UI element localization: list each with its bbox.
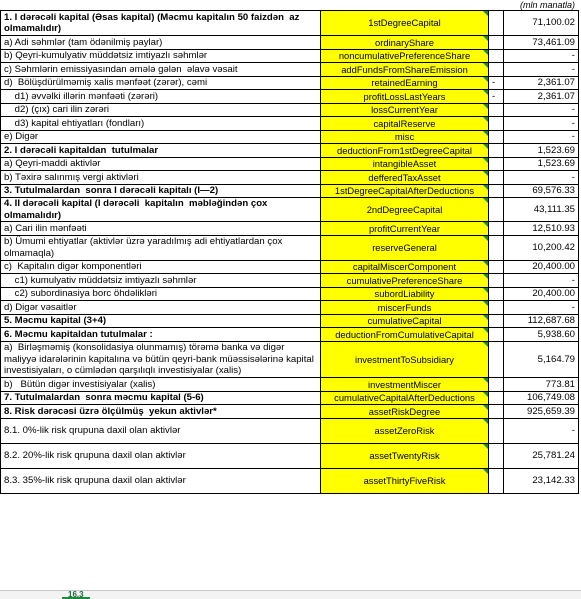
table-row [1,117,579,131]
row-code-cell[interactable] [321,314,489,328]
row-code-cell[interactable] [321,287,489,301]
row-sign-cell[interactable] [489,130,504,144]
row-value-cell[interactable]: 106,749.08 [504,391,579,405]
row-sign-cell[interactable] [489,405,504,419]
row-value-cell[interactable]: 20,400.00 [504,287,579,301]
row-code-cell[interactable] [321,63,489,77]
row-label-cell[interactable]: a) Qeyri-maddi aktivlər [1,157,321,171]
row-code-cell[interactable] [321,341,489,378]
row-value-cell[interactable]: - [504,63,579,77]
cell-comment-marker-icon [483,185,488,190]
table-row [1,328,579,342]
row-code-cell[interactable] [321,235,489,260]
unit-label: (mln manatla) [519,0,575,10]
row-code-text: reserveGeneral [372,241,437,253]
row-code-text: investmentMiscer [368,378,441,390]
row-code-cell[interactable] [321,171,489,185]
row-value-cell[interactable]: - [504,130,579,144]
table-row [1,63,579,77]
table-row [1,49,579,63]
row-value-cell[interactable]: 925,659.39 [504,405,579,419]
row-code-text: miscerFunds [377,301,432,313]
row-label-cell[interactable]: d) Digər vəsaitlər [1,301,321,315]
cell-comment-marker-icon [483,405,488,410]
row-sign-cell[interactable] [489,301,504,315]
cell-comment-marker-icon [483,444,488,449]
row-code-text: deductionFromCumulativeCapital [335,328,474,340]
row-sign-cell[interactable] [489,443,504,468]
row-value-cell[interactable]: 69,576.33 [504,184,579,198]
row-sign-cell[interactable] [489,235,504,260]
row-label-cell[interactable]: b) Təxirə salınmış vergi aktivləri [1,171,321,185]
row-code-text: profitCurrentYear [368,222,441,234]
row-code-text: misc [394,131,415,142]
table-row [1,103,579,117]
row-code-text: assetZeroRisk [374,424,435,436]
row-code-text: 2ndDegreeCapital [366,203,443,215]
table-row [1,260,579,274]
row-sign-cell[interactable] [489,341,504,378]
row-code-text: defferedTaxAsset [368,171,441,183]
row-code-text: cumulativePreferenceShare [346,274,463,286]
row-label-cell[interactable]: a) Birləşməmiş (konsolidasiya olunmamış) törəmə banka və digər maliyyə idarələrinin kapitalına və bütün qeyri-bank müəssisələrinə kapital investisiyaları, o cümlədən qarşılıqlı investisiyalar (xalis) [1,341,321,378]
row-sign-cell[interactable] [489,378,504,392]
row-label-cell[interactable]: a) Cari ilin mənfəəti [1,222,321,236]
row-code-text: deductionFrom1stDegreeCapital [337,144,472,156]
cell-comment-marker-icon [483,63,488,68]
row-sign-cell[interactable]: - [489,90,504,104]
row-label-cell[interactable]: 4. II dərəcəli kapital (I dərəcəli kapitalın məbləğindən çox olmamalıdır) [1,198,321,222]
row-label-cell[interactable]: c) Səhmlərin emissiyasından əmələ gələn əlavə vəsait [1,63,321,77]
row-code-text: intangibleAsset [372,158,437,169]
row-label-cell[interactable]: c) Kapitalın digər komponentləri [1,260,321,274]
cell-comment-marker-icon [483,315,488,320]
table-row [1,287,579,301]
table-row [1,391,579,405]
row-code-cell[interactable] [321,418,489,443]
cell-comment-marker-icon [483,77,488,82]
row-value-cell[interactable]: 73,461.09 [504,36,579,50]
row-code-text: retainedEarning [371,77,438,88]
row-label-cell[interactable]: 8.3. 35%-lik risk qrupuna daxil olan aktivlər [1,468,321,493]
row-code-cell[interactable] [321,260,489,274]
row-sign-cell[interactable] [489,36,504,50]
table-row [1,36,579,50]
row-code-cell[interactable] [321,198,489,222]
row-code-text: assetTwentyRisk [369,449,440,461]
row-sign-cell[interactable]: - [489,76,504,90]
row-sign-cell[interactable] [489,260,504,274]
row-value-cell[interactable]: 5,938.60 [504,328,579,342]
row-value-cell[interactable]: 20,400.00 [504,260,579,274]
row-sign-cell[interactable] [489,184,504,198]
cell-comment-marker-icon [483,36,488,41]
cell-comment-marker-icon [483,342,488,347]
row-label-cell[interactable]: d) Bölüşdürülməmiş xalis mənfəət (zərər), cəmi [1,76,321,90]
cell-comment-marker-icon [483,11,488,16]
cell-comment-marker-icon [483,392,488,397]
table-row [1,405,579,419]
row-value-cell[interactable]: 2,361.07 [504,90,579,104]
row-code-text: noncumulativePreferenceShare [338,50,471,61]
capital-table [0,10,579,494]
row-sign-cell[interactable] [489,468,504,493]
row-code-cell[interactable] [321,184,489,198]
row-value-cell[interactable]: 71,100.02 [504,11,579,36]
row-sign-cell[interactable] [489,222,504,236]
row-label-cell[interactable]: a) Adi səhmlər (tam ödənilmiş paylar) [1,36,321,50]
table-row [1,378,579,392]
table-row [1,184,579,198]
row-sign-cell[interactable] [489,117,504,131]
table-row [1,222,579,236]
row-code-cell[interactable] [321,391,489,405]
cell-comment-marker-icon [483,288,488,293]
row-code-cell[interactable] [321,405,489,419]
row-code-cell[interactable] [321,443,489,468]
row-label-cell[interactable]: 3. Tutulmalardan sonra I dərəcəli kapitalı (I—2) [1,184,321,198]
row-code-text: lossCurrentYear [371,104,438,115]
table-row [1,235,579,260]
row-label-cell[interactable]: d3) kapital ehtiyatları (fondları) [1,117,321,131]
row-sign-cell[interactable] [489,328,504,342]
row-code-cell[interactable] [321,144,489,158]
row-label-cell[interactable]: e) Digər [1,130,321,144]
table-row [1,76,579,90]
cell-comment-marker-icon [483,171,488,176]
cell-comment-marker-icon [483,378,488,383]
row-code-cell[interactable] [321,49,489,63]
row-label-cell[interactable]: c1) kumulyativ müddətsiz imtiyazlı səhmlər [1,274,321,288]
cell-comment-marker-icon [483,328,488,333]
table-row [1,130,579,144]
table-row [1,418,579,443]
row-label-cell[interactable]: c2) subordinasiya borc öhdəlikləri [1,287,321,301]
row-label-cell[interactable]: 1. I dərəcəli kapital (Əsas kapital) (Məcmu kapitalın 50 faizdən az olmamalıdır) [1,11,321,36]
row-value-cell[interactable]: - [504,418,579,443]
row-label-cell[interactable]: b) Qeyri-kumulyativ müddətsiz imtiyazlı səhmlər [1,49,321,63]
cell-comment-marker-icon [483,236,488,241]
cell-comment-marker-icon [483,90,488,95]
cell-comment-marker-icon [483,419,488,424]
table-row [1,11,579,36]
row-sign-cell[interactable] [489,391,504,405]
row-code-cell[interactable] [321,378,489,392]
row-code-cell[interactable] [321,36,489,50]
row-value-cell[interactable]: 1,523.69 [504,144,579,158]
row-label-cell[interactable]: b) Ümumi ehtiyatlar (aktivlər üzrə yaradılmış adi ehtiyatlardan çox olmamaqla) [1,235,321,260]
table-row [1,443,579,468]
cell-comment-marker-icon [483,274,488,279]
row-code-text: assetThirtyFiveRisk [363,474,446,486]
cell-comment-marker-icon [483,144,488,149]
row-label-cell[interactable]: 7. Tutulmalardan sonra məcmu kapital (5-6) [1,391,321,405]
row-sign-cell[interactable] [489,103,504,117]
row-value-cell[interactable]: 1,523.69 [504,157,579,171]
cell-comment-marker-icon [483,301,488,306]
row-sign-cell[interactable] [489,157,504,171]
row-label-cell[interactable]: 6. Məcmu kapitaldan tutulmalar : [1,328,321,342]
row-label-cell[interactable]: d2) (çıx) cari ilin zərəri [1,103,321,117]
row-sign-cell[interactable] [489,63,504,77]
cell-comment-marker-icon [483,50,488,55]
row-value-cell[interactable]: 10,200.42 [504,235,579,260]
row-code-cell[interactable] [321,90,489,104]
row-code-cell[interactable] [321,222,489,236]
row-code-text: addFundsFromShareEmission [341,63,468,75]
row-code-text: subordLiability [374,288,435,299]
row-code-text: 1stDegreeCapital [368,17,441,29]
row-label-cell[interactable]: 5. Məcmu kapital (3+4) [1,314,321,328]
cell-comment-marker-icon [483,261,488,266]
cell-comment-marker-icon [483,117,488,122]
row-value-cell[interactable]: 12,510.93 [504,222,579,236]
sheet-tab[interactable]: 16.3 [62,591,90,599]
row-sign-cell[interactable] [489,418,504,443]
row-value-cell[interactable]: 25,781.24 [504,443,579,468]
row-label-cell[interactable]: d1) əvvəlki illərin mənfəəti (zərəri) [1,90,321,104]
row-value-cell[interactable]: 2,361.07 [504,76,579,90]
table-row [1,314,579,328]
row-value-cell[interactable]: - [504,171,579,185]
row-code-cell[interactable] [321,11,489,36]
row-sign-cell[interactable] [489,314,504,328]
cell-comment-marker-icon [483,158,488,163]
row-value-cell[interactable]: 23,142.33 [504,468,579,493]
row-code-text: ordinaryShare [375,36,434,48]
row-code-cell[interactable] [321,301,489,315]
table-row [1,90,579,104]
row-label-cell[interactable]: 8.1. 0%-lik risk qrupuna daxil olan aktivlər [1,418,321,443]
row-code-text: investmentToSubsidiary [354,353,454,365]
row-sign-cell[interactable] [489,287,504,301]
row-value-cell[interactable]: - [504,301,579,315]
row-code-text: assetRiskDegree [368,405,441,417]
row-label-cell[interactable]: 8.2. 20%-lik risk qrupuna daxil olan aktivlər [1,443,321,468]
row-sign-cell[interactable] [489,171,504,185]
table-row [1,144,579,158]
row-code-text: capitalReserve [373,117,436,129]
cell-comment-marker-icon [483,469,488,474]
row-code-text: capitalMiscerComponent [352,261,457,272]
row-label-cell[interactable]: b) Bütün digər investisiyalar (xalis) [1,378,321,392]
table-row [1,468,579,493]
row-sign-cell[interactable] [489,144,504,158]
row-code-cell[interactable] [321,130,489,144]
row-code-cell[interactable] [321,468,489,493]
row-code-text: cumulativeCapital [367,315,442,326]
table-row [1,274,579,288]
table-row [1,341,579,378]
row-value-cell[interactable]: - [504,117,579,131]
cell-comment-marker-icon [483,198,488,203]
table-row [1,157,579,171]
row-code-text: cumulativeCapitalAfterDeductions [334,392,475,403]
row-code-cell[interactable] [321,103,489,117]
row-code-cell[interactable] [321,274,489,288]
row-sign-cell[interactable] [489,11,504,36]
row-sign-cell[interactable] [489,198,504,222]
cell-comment-marker-icon [483,131,488,136]
row-value-cell[interactable]: 773.81 [504,378,579,392]
row-value-cell[interactable]: 5,164.79 [504,341,579,378]
row-value-cell[interactable]: 43,111.35 [504,198,579,222]
row-code-text: 1stDegreeCapitalAfterDeductions [334,185,475,196]
row-value-cell[interactable]: 112,687.68 [504,314,579,328]
row-label-cell[interactable]: 2. I dərəcəli kapitaldan tutulmalar [1,144,321,158]
row-label-cell[interactable]: 8. Risk dərəcəsi üzrə ölçülmüş yekun aktivlər* [1,405,321,419]
row-code-text: profitLossLastYears [363,90,446,102]
table-row [1,171,579,185]
row-code-cell[interactable] [321,328,489,342]
table-row [1,301,579,315]
row-code-cell[interactable] [321,76,489,90]
row-code-cell[interactable] [321,117,489,131]
row-value-cell[interactable]: - [504,49,579,63]
row-code-cell[interactable] [321,157,489,171]
row-sign-cell[interactable] [489,49,504,63]
cell-comment-marker-icon [483,222,488,227]
cell-comment-marker-icon [483,104,488,109]
row-value-cell[interactable]: - [504,103,579,117]
table-row [1,198,579,222]
row-value-cell[interactable]: - [504,274,579,288]
row-sign-cell[interactable] [489,274,504,288]
